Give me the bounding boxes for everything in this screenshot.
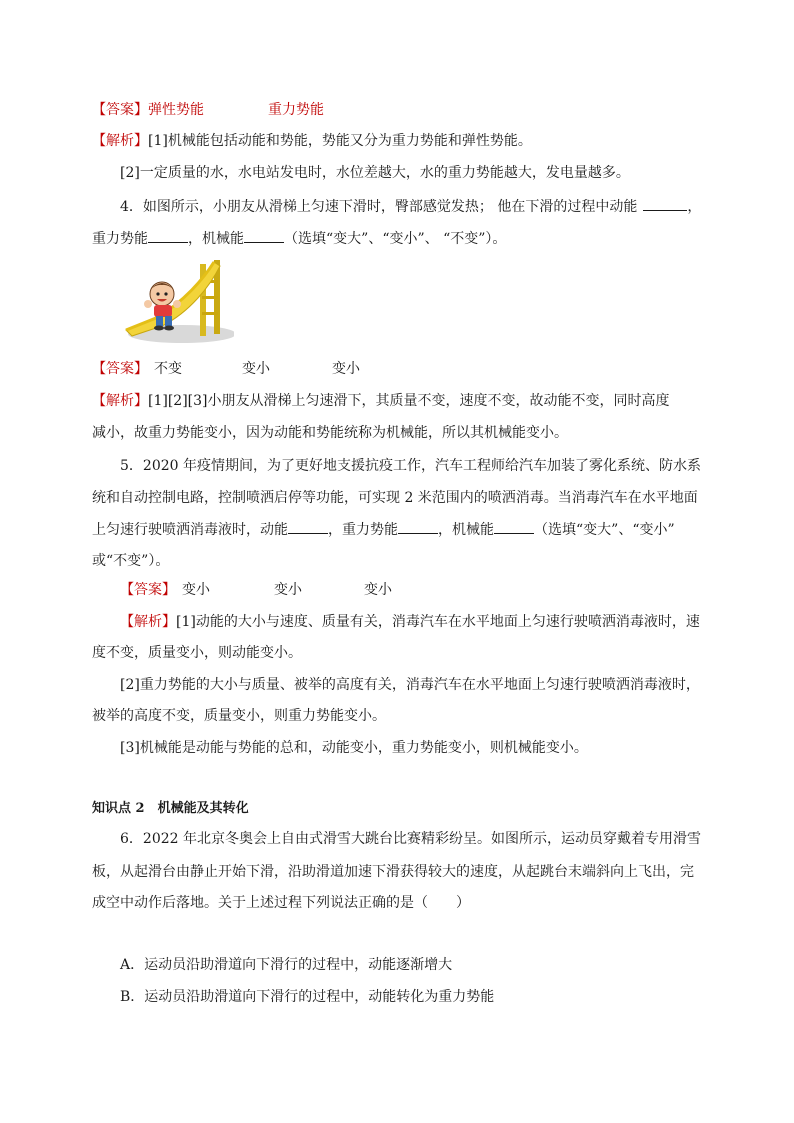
question-text: 重力势能 — [92, 231, 148, 247]
answer-5 — [120, 580, 732, 600]
answer-value-3: 变小 — [332, 361, 360, 377]
question-6-line-1: 6．2022 年北京冬奥会上自由式滑雪大跳台比赛精彩纷呈。如图所示，运动员穿戴着专用滑雪 — [120, 831, 701, 847]
section-heading: 知识点 2 机械能及其转化 — [92, 801, 249, 816]
explanation-5-line-3: [2]重力势能的大小与质量、被举的高度有关，消毒汽车在水平地面上匀速行驶喷洒消毒液时， — [120, 677, 700, 693]
question-5-line-2: 统和自动控制电路，控制喷洒启停等功能，可实现 2 米范围内的喷洒消毒。当消毒汽车在水平地面 — [92, 490, 698, 506]
explanation-3-line-1 — [92, 131, 704, 151]
explanation-4-line-1 — [92, 391, 704, 411]
answer-value-3: 变小 — [364, 582, 392, 598]
explanation-5-line-2: 度不变，质量变小，则动能变小。 — [92, 645, 302, 661]
question-4-line-2 — [92, 228, 704, 249]
question-text: ，机械能 — [188, 231, 244, 247]
explanation-4-line-2: 减小，故重力势能变小，因为动能和势能统称为机械能，所以其机械能变小。 — [92, 425, 568, 441]
question-5-line-1: 5．2020 年疫情期间，为了更好地支援抗疫工作，汽车工程师给汽车加装了雾化系统、防水系 — [120, 458, 701, 474]
slide-illustration — [122, 256, 234, 346]
answer-blank — [494, 519, 534, 534]
answer-blank — [398, 519, 438, 534]
explanation-tag: 【解析】 — [92, 133, 148, 149]
question-text: ，机械能 — [438, 522, 494, 538]
answer-value-2: 变小 — [274, 582, 302, 598]
answer-tag: 【答案】 — [92, 361, 148, 377]
explanation-tag: 【解析】 — [120, 614, 176, 630]
explanation-text: [1][2][3]小朋友从滑梯上匀速滑下，其质量不变，速度不变，故动能不变，同时高度 — [148, 393, 670, 409]
explanation-3-line-2: [2]一定质量的水，水电站发电时，水位差越大，水的重力势能越大，发电量越多。 — [120, 165, 630, 181]
question-4-line-1 — [120, 196, 732, 217]
question-text: 上匀速行驶喷洒消毒液时，动能 — [92, 522, 288, 538]
explanation-text: [1]动能的大小与速度、质量有关，消毒汽车在水平地面上匀速行驶喷洒消毒液时，速 — [176, 614, 700, 630]
answer-blank — [288, 519, 328, 534]
question-6-line-2: 板，从起滑台由静止开始下滑，沿助滑道加速下滑获得较大的速度，从起跳台末端斜向上飞出，完 — [92, 864, 694, 880]
option-a: A．运动员沿助滑道向下滑行的过程中，动能逐渐增大 — [120, 957, 453, 973]
question-6-line-3: 成空中动作后落地。关于上述过程下列说法正确的是（ ） — [92, 895, 470, 911]
question-text: （选填“变大”、“变小” — [534, 522, 675, 538]
answer-blank — [643, 196, 687, 211]
explanation-tag: 【解析】 — [92, 393, 148, 409]
explanation-5-line-1 — [120, 612, 732, 632]
answer-value-1: 弹性势能 — [148, 102, 204, 118]
answer-value-2: 变小 — [242, 361, 270, 377]
answer-blank — [148, 228, 188, 243]
explanation-5-line-4: 被举的高度不变，质量变小，则重力势能变小。 — [92, 708, 386, 724]
answer-4 — [92, 359, 704, 379]
answer-3 — [92, 100, 704, 120]
question-text: 4．如图所示，小朋友从滑梯上匀速下滑时，臀部感觉发热； 他在下滑的过程中动能 — [120, 199, 638, 215]
punctuation: ， — [687, 199, 702, 215]
explanation-5-line-5: [3]机械能是动能与势能的总和，动能变小，重力势能变小，则机械能变小。 — [120, 740, 588, 756]
answer-value-1: 变小 — [182, 582, 210, 598]
question-text: （选填“变大”、“变小”、 “不变”）。 — [284, 231, 507, 247]
answer-value-2: 重力势能 — [268, 102, 324, 118]
answer-blank — [244, 228, 284, 243]
option-b: B．运动员沿助滑道向下滑行的过程中，动能转化为重力势能 — [120, 989, 495, 1005]
answer-tag: 【答案】 — [92, 102, 148, 118]
answer-tag: 【答案】 — [120, 582, 176, 598]
question-text: ，重力势能 — [328, 522, 398, 538]
question-5-line-4: 或“不变”）。 — [92, 553, 170, 569]
question-5-line-3 — [92, 519, 704, 540]
explanation-text: [1]机械能包括动能和势能，势能又分为重力势能和弹性势能。 — [148, 133, 532, 149]
answer-value-1: 不变 — [154, 361, 182, 377]
